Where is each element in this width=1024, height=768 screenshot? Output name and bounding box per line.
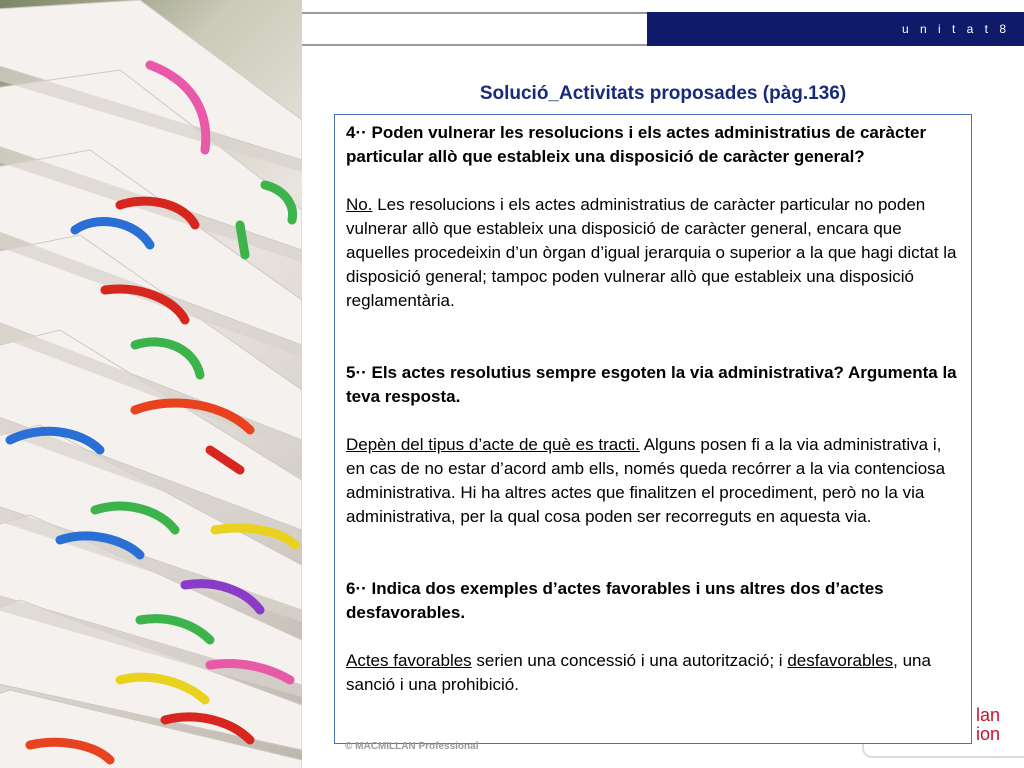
answer-5-text: Alguns posen fi a la via administrativa i, en cas de no estar d’acord amb ells, només queda recórrer a la via contenciosa administrativa. Hi ha altres actes que finalitzen el procediment, però no la via administrativa, per la qual cosa poden ser recorreguts en aquesta via. bbox=[346, 435, 946, 526]
question-4: 4·· Poden vulnerar les resolucions i els actes administratius de caràcter particular allò que estableix una disposició de caràcter general? bbox=[346, 123, 927, 166]
folders-illustration bbox=[0, 0, 302, 768]
copyright-notice: © MACMILLAN Professional bbox=[345, 741, 479, 752]
answer-5 bbox=[346, 433, 961, 529]
header-rule-bottom bbox=[302, 44, 647, 46]
publisher-logo-line-2: ion bbox=[976, 724, 1001, 744]
answer-4-text: Les resolucions i els actes administratius de caràcter particular no poden vulnerar allò que estableix una disposició de caràcter general, encara que aquelles procedeixin d’un òrgan d’igual jerarquia o superior a la que hagi dictat la disposició general; tampoc poden vulnerar allò que estableix una disposició reglamentària. bbox=[346, 195, 957, 310]
header-rule-top bbox=[302, 12, 647, 14]
answer-5-lead: Depèn del tipus d’acte de què es tracti. bbox=[346, 435, 640, 454]
answer-4-lead: No. bbox=[346, 195, 373, 214]
answer-6 bbox=[346, 649, 961, 697]
unit-header-bar bbox=[647, 12, 1024, 46]
answer-6-term-unfavorable: desfavorables bbox=[787, 651, 894, 670]
unit-label: u n i t a t 8 bbox=[901, 22, 1010, 36]
spacer bbox=[346, 409, 961, 433]
publisher-logo-text bbox=[976, 706, 1000, 744]
answer-6-text-unfavorable: , una sanció i una prohibició. bbox=[346, 651, 931, 694]
answer-6-text-favorable: serien una concessió i una autorització; i bbox=[471, 651, 788, 670]
spacer bbox=[346, 625, 961, 649]
question-5: 5·· Els actes resolutius sempre esgoten la via administrativa? Argumenta la teva resposta. bbox=[346, 363, 957, 406]
spacer bbox=[346, 169, 961, 193]
question-6: 6·· Indica dos exemples d’actes favorables i uns altres dos d’actes desfavorables. bbox=[346, 579, 884, 622]
answer-4 bbox=[346, 193, 961, 313]
spacer bbox=[346, 313, 961, 361]
publisher-logo-frame bbox=[862, 744, 1024, 758]
spacer bbox=[346, 529, 961, 577]
slide-title: Solució_Activitats proposades (pàg.136) bbox=[479, 83, 847, 104]
answers-box bbox=[334, 114, 972, 744]
answer-6-term-favorable: Actes favorables bbox=[346, 651, 472, 670]
publisher-logo-line-1: lan bbox=[976, 705, 1001, 725]
folders-photo bbox=[0, 0, 302, 768]
